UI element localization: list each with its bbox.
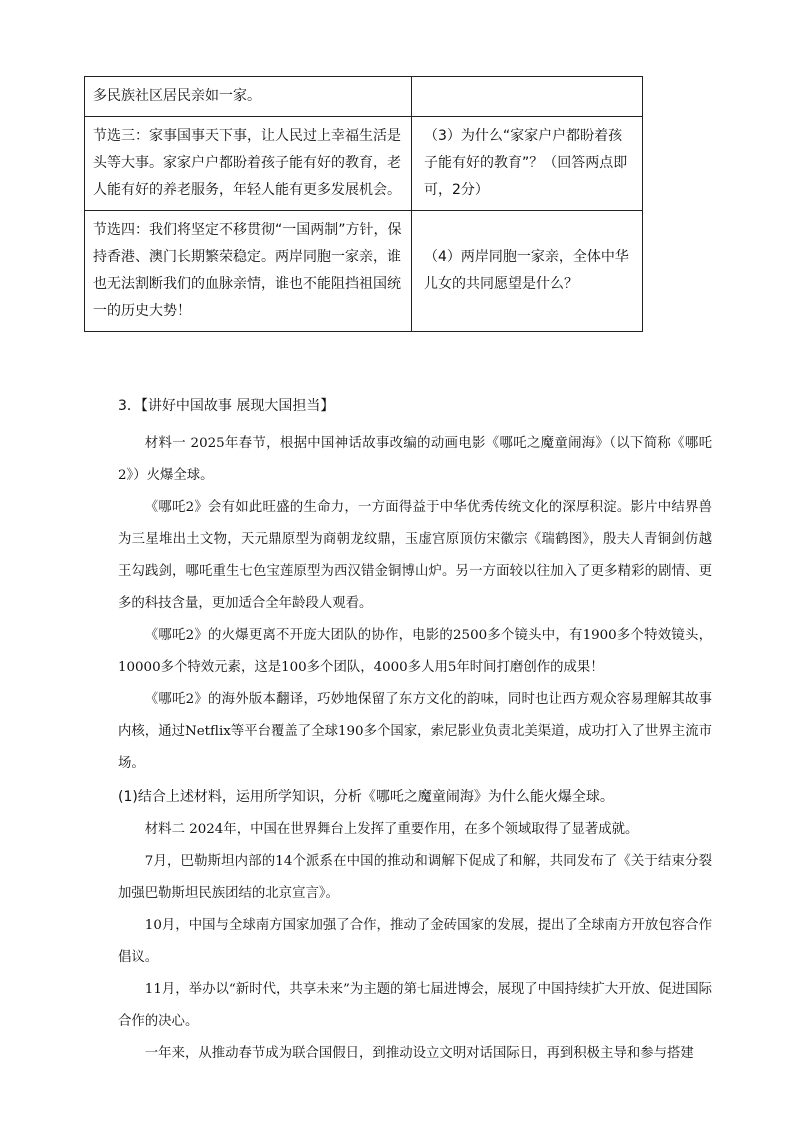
table-cell-question	[412, 77, 643, 117]
material-paragraph: 《哪吒2》的海外版本翻译，巧妙地保留了东方文化的韵味，同时也让西方观众容易理解其故事内核，通过Netflix等平台覆盖了全球190多个国家，索尼影业负责北美渠道，成功打入了世界主流市场。	[118, 692, 712, 771]
material-paragraph: 材料二 2024年，中国在世界舞台上发挥了重要作用，在多个领域取得了显著成就。	[144, 822, 639, 837]
table-row	[85, 117, 643, 211]
material-paragraph: 《哪吒2》的火爆更离不开庞大团队的协作，电影的2500多个镜头中，有1900多个特效镜头，10000多个特效元素，这是100多个团队，4000多人用5年时间打磨创作的成果！	[118, 628, 712, 675]
question-title: 3．【讲好中国故事 展现大国担当】	[118, 398, 335, 414]
material-paragraph: 11月，举办以“新时代，共享未来”为主题的第七届进博会，展现了中国持续扩大开放、促进国际合作的决心。	[118, 982, 712, 1029]
material-paragraph: 7月，巴勒斯坦内部的14个派系在中国的推动和调解下促成了和解，共同发布了《关于结束分裂加强巴勒斯坦民族团结的北京宣言》。	[118, 854, 712, 901]
material-paragraph: 10月，中国与全球南方国家加强了合作，推动了金砖国家的发展，提出了全球南方开放包容合作倡议。	[118, 918, 712, 965]
table-cell-excerpt: 节选三：家事国事天下事，让人民过上幸福生活是头等大事。家家户户都盼着孩子能有好的教育，老人能有好的养老服务，年轻人能有更多发展机会。	[85, 117, 412, 211]
table-row	[85, 77, 643, 117]
material-paragraph: 一年来，从推动春节成为联合国假日，到推动设立文明对话国际日，再到积极主导和参与搭建	[144, 1046, 694, 1061]
table-cell-excerpt: 多民族社区居民亲如一家。	[85, 77, 412, 117]
material-paragraph: 材料一 2025年春节，根据中国神话故事改编的动画电影《哪吒之魔童闹海》（以下简称《哪吒2》）火爆全球。	[118, 436, 712, 483]
material-paragraph: 《哪吒2》会有如此旺盛的生命力，一方面得益于中华优秀传统文化的深厚积淀。影片中结界兽为三星堆出土文物，天元鼎原型为商朝龙纹鼎，玉虚宫原顶仿宋徽宗《瑞鹤图》，殷夫人青铜剑仿越王勾践剑，哪吒重生七色宝莲原型为西汉错金铜博山炉。另一方面较以往加入了更多精彩的剧情、更多的科技含量，更加适合全年龄段人观看。	[118, 500, 712, 611]
table-cell-question: （3）为什么“家家户户都盼着孩子能有好的教育”？（回答两点即可，2分）	[412, 117, 643, 211]
table-cell-question: （4）两岸同胞一家亲，全体中华儿女的共同愿望是什么？	[412, 211, 643, 332]
question-table	[84, 76, 643, 332]
sub-question: (1)结合上述材料，运用所学知识，分析《哪吒之魔童闹海》为什么能火爆全球。	[118, 789, 614, 805]
table-cell-excerpt: 节选四：我们将坚定不移贯彻“一国两制”方针，保持香港、澳门长期繁荣稳定。两岸同胞一家亲，谁也无法割断我们的血脉亲情，谁也不能阻挡祖国统一的历史大势！	[85, 211, 412, 332]
question-body	[118, 428, 712, 1070]
table-row	[85, 211, 643, 332]
